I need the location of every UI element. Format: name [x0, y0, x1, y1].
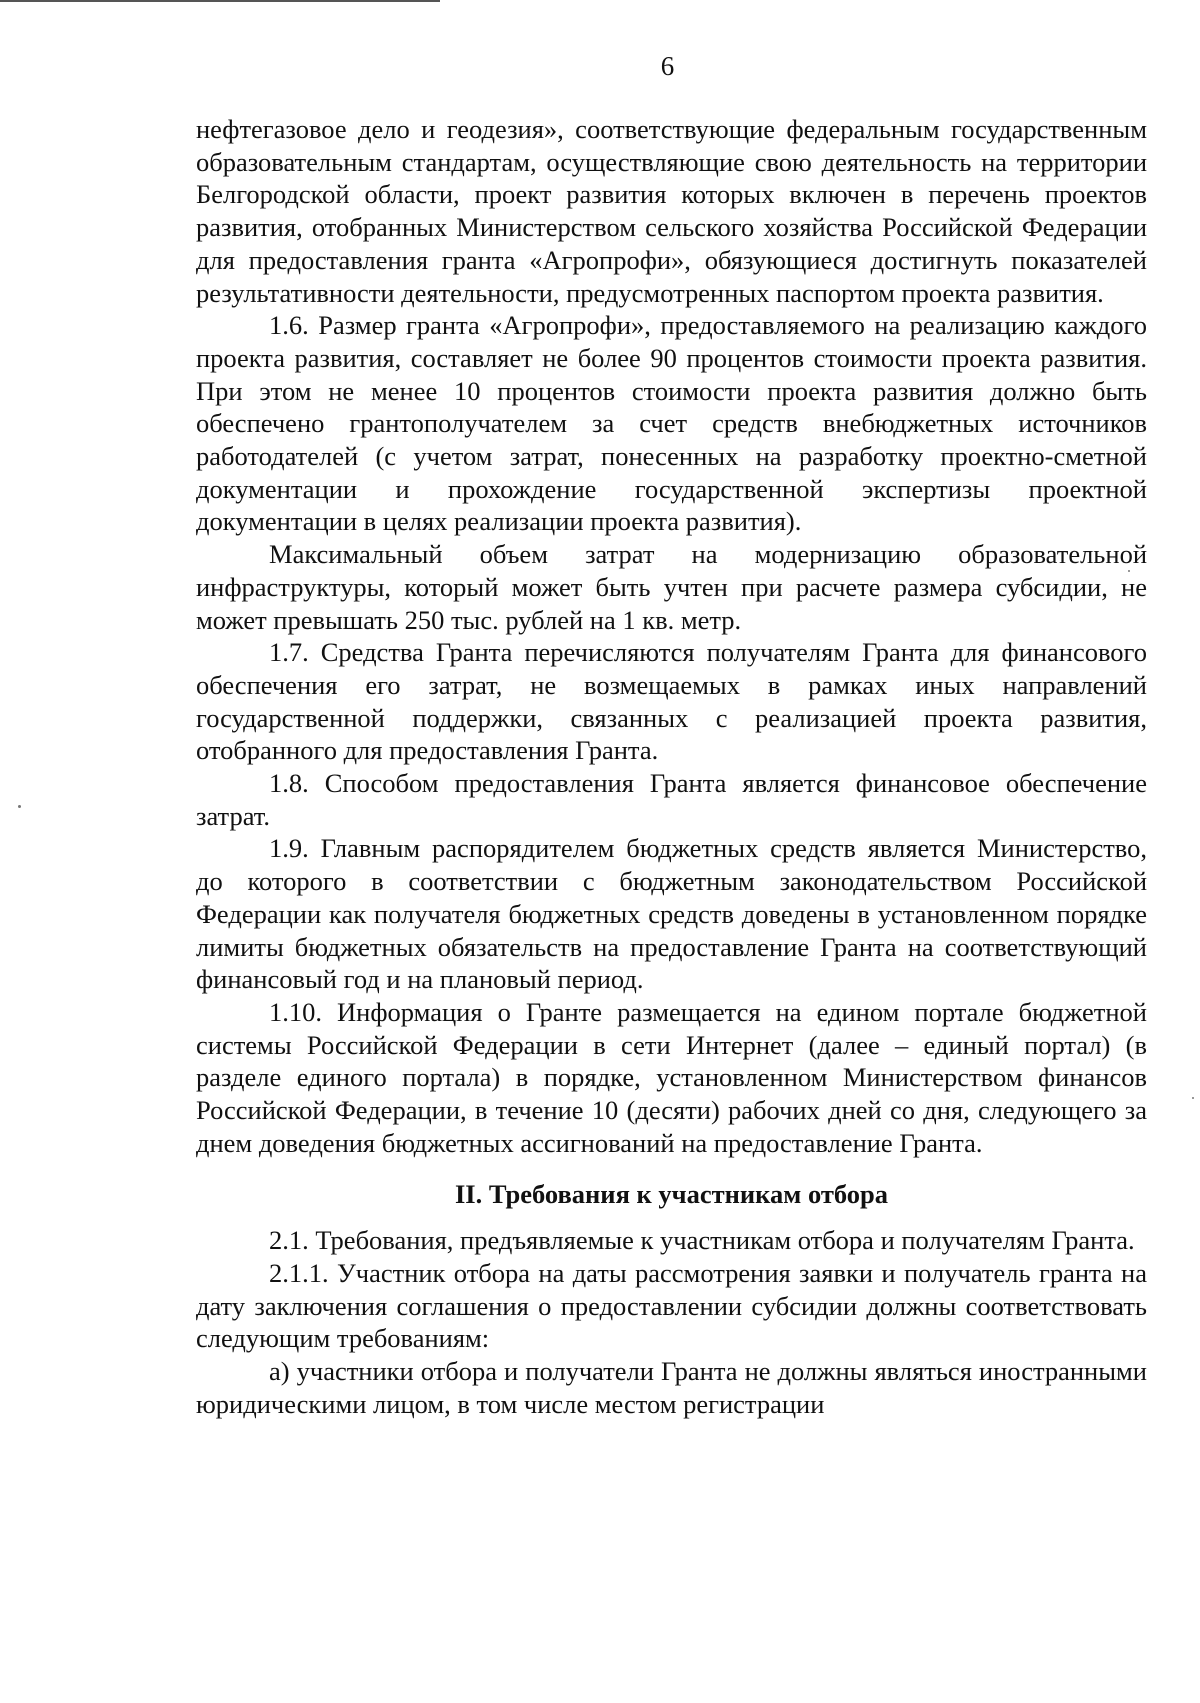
paragraph-1-8: 1.8. Способом предоставления Гранта является финансовое обеспечение затрат. [196, 768, 1147, 831]
paragraph-1-9: 1.9. Главным распорядителем бюджетных средств является Министерство, до которого в соответствии с бюджетным законодательством Российской Федерации как получателя бюджетных средств доведены в установленном порядке лимиты бюджетных обязательств на предоставление Гранта на соответствующий финансовый год и на плановый период. [196, 833, 1147, 995]
paragraph-2-1-1: 2.1.1. Участник отбора на даты рассмотрения заявки и получатель гранта на дату заключения соглашения о предоставлении субсидии должны соответствовать следующим требованиям: [196, 1257, 1147, 1354]
scan-top-rule [0, 0, 440, 2]
paragraph-1-5-continuation: нефтегазовое дело и геодезия», соответствующие федеральным государственным образовательным стандартам, осуществляющие свою деятельность на территории Белгородской области, проект развития которых включен в перечень проектов развития, отобранных Министерством сельского хозяйства Российской Федерации для предоставления гранта «Агропрофи», обязующиеся достигнуть показателей результативности деятельности, предусмотренных паспортом проекта развития. [196, 114, 1147, 308]
section-heading: II. Требования к участникам отбора [454, 1178, 889, 1209]
paragraph-2-1-1-a: а) участники отбора и получатели Гранта не должны являться иностранными юридическими лицом, в том числе местом регистрации [196, 1356, 1147, 1419]
scan-speck [1192, 1097, 1194, 1099]
scan-speck [18, 805, 21, 808]
paragraph-1-6: 1.6. Размер гранта «Агропрофи», предоставляемого на реализацию каждого проекта развития, составляет не более 90 процентов стоимости проекта развития. При этом не менее 10 процентов стоимости проекта развития должно быть обеспечено грантополучателем за счет средств внебюджетных источников работодателей (с учетом затрат, понесенных на разработку проектно-сметной документации и прохождение государственной экспертизы проектной документации в целях реализации проекта развития). [196, 310, 1147, 537]
scan-speck [1128, 570, 1130, 572]
paragraph-1-7: 1.7. Средства Гранта перечисляются получателям Гранта для финансового обеспечения его затрат, не возмещаемых в рамках иных направлений государственной поддержки, связанных с реализацией проекта развития, отобранного для предоставления Гранта. [196, 637, 1147, 766]
page-number: 6 [660, 51, 675, 81]
paragraph-2-1: 2.1. Требования, предъявляемые к участникам отбора и получателям Гранта. [269, 1225, 1135, 1256]
document-body [196, 113, 1147, 1420]
paragraph-max-cost: Максимальный объем затрат на модернизацию образовательной инфраструктуры, который может быть учтен при расчете размера субсидии, не может превышать 250 тыс. рублей на 1 кв. метр. [196, 539, 1147, 635]
paragraph-1-10: 1.10. Информация о Гранте размещается на едином портале бюджетной системы Российской Федерации в сети Интернет (далее – единый портал) (в разделе единого портала) в порядке, установленном Министерством финансов Российской Федерации, в течение 10 (десяти) рабочих дней со дня, следующего за днем доведения бюджетных ассигнований на предоставление Гранта. [196, 996, 1147, 1158]
